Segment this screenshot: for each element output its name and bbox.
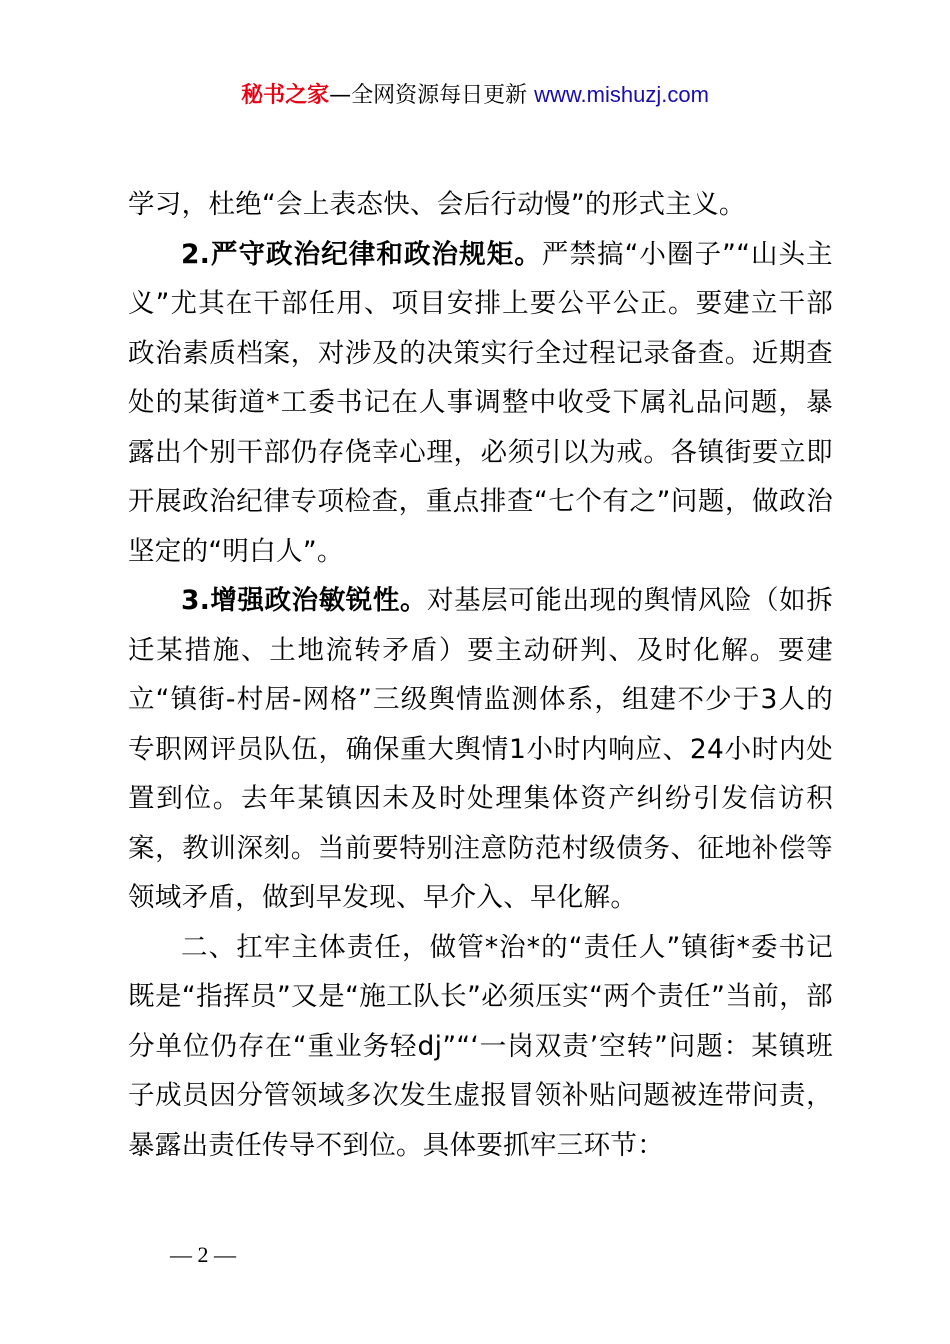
paragraph-heading: 3.增强政治敏锐性。	[181, 585, 428, 616]
page-number: — 2 —	[170, 1242, 236, 1267]
paragraph-heading: 2.严守政治纪律和政治规矩。	[181, 238, 542, 270]
paragraph-political-discipline	[128, 230, 833, 577]
paragraph-political-sensitivity	[128, 576, 833, 923]
site-url-link[interactable]: www.mishuzj.com	[534, 82, 709, 107]
document-body	[128, 180, 833, 1170]
paragraph-text: 严禁搞“小圈子”“山头主义”尤其在干部任用、项目安排上要公平公正。要建立干部政治素质档案，对涉及的决策实行全过程记录备查。近期查处的某街道*工委书记在人事调整中收受下属礼品问题，暴露出个别干部仍存侥幸心理，必须引以为戒。各镇街要立即开展政治纪律专项检查，重点排查“七个有之”问题，做政治坚定的“明白人”。	[128, 238, 833, 567]
paragraph-text: 学习，杜绝“会上表态快、会后行动慢”的形式主义。	[128, 189, 746, 220]
paragraph-section-two	[128, 923, 833, 1171]
paragraph-continuation	[128, 180, 833, 230]
site-brand: 秘书之家	[241, 83, 330, 108]
site-header	[0, 78, 950, 113]
site-tagline: —全网资源每日更新	[329, 83, 528, 108]
paragraph-text: 对基层可能出现的舆情风险（如拆迁某措施、土地流转矛盾）要主动研判、及时化解。要建立“镇街-村居-网格”三级舆情监测体系，组建不少于3人的专职网评员队伍，确保重大舆情1小时内响应、24小时内处置到位。去年某镇因未及时处理集体资产纠纷引发信访积案，教训深刻。当前要特别注意防范村级债务、征地补偿等领域矛盾，做到早发现、早介入、早化解。	[128, 585, 833, 913]
paragraph-text: 二、扛牢主体责任，做管*治*的“责任人”镇街*委书记既是“指挥员”又是“施工队长”必须压实“两个责任”当前，部分单位仍存在“重业务轻dj”“‘一岗双责’空转”问题：某镇班子成员因分管领域多次发生虚报冒领补贴问题被连带问责，暴露出责任传导不到位。具体要抓牢三环节：	[128, 931, 833, 1161]
